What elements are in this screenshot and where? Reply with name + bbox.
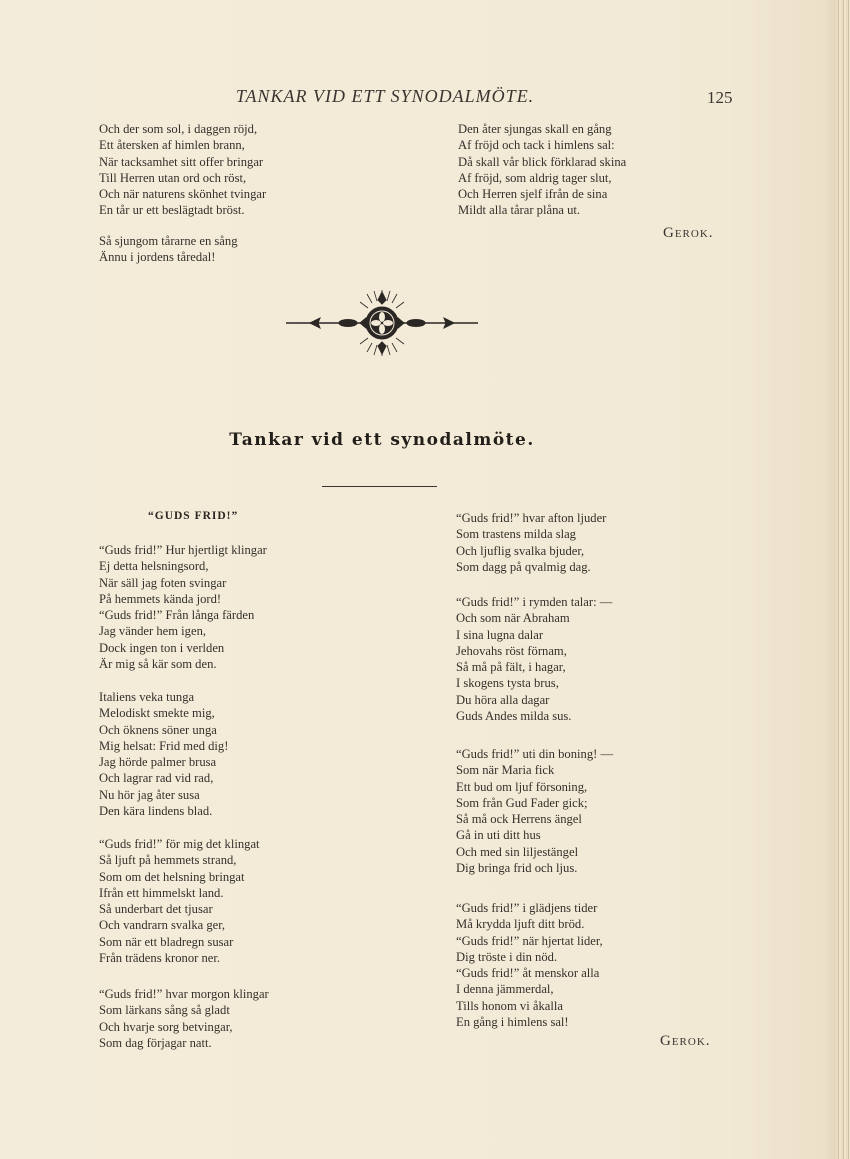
poem-line: Ifrån ett himmelskt land. — [99, 885, 224, 900]
poem-line: Så må på fält, i hagar, — [456, 660, 566, 675]
poem-line: Så underbart det tjusar — [99, 902, 213, 917]
poem-line: Dock ingen ton i verlden — [99, 640, 225, 655]
poem-line: “Guds frid!” i rymden talar: — — [456, 595, 613, 609]
poem-line: Ett återsken af himlen brann, — [99, 138, 245, 153]
poem-line: Melodiskt smekte mig, — [99, 706, 215, 721]
poem-line: “Guds frid!” uti din boning! — — [456, 747, 614, 761]
poem-line: Guds Andes milda sus. — [456, 709, 572, 724]
poem-line: Mildt alla tårar plåna ut. — [458, 203, 581, 218]
title-rule — [322, 486, 437, 487]
poem-line: Gå in uti ditt hus — [456, 828, 541, 843]
poem-line: Som trastens milda slag — [456, 527, 576, 542]
poem-line: Den kära lindens blad. — [99, 804, 213, 819]
poem-line: Till Herren utan ord och röst, — [99, 170, 247, 185]
poem-subheading: “GUDS FRID!” — [148, 510, 239, 522]
poem-line: Italiens veka tunga — [99, 690, 195, 704]
poem-line: Som när Maria fick — [456, 763, 555, 778]
left-stanza-1 — [99, 542, 267, 672]
running-title: TANKAR VID ETT SYNODALMÖTE. — [235, 86, 535, 106]
poem-line: I denna jämmerdal, — [456, 982, 554, 997]
poem-line: Ännu i jordens tåredal! — [99, 250, 216, 265]
poem-line: Jehovahs röst förnam, — [456, 643, 567, 658]
poem-line: Ett bud om ljuf försoning, — [456, 779, 588, 794]
poem-line: Mig helsat: Frid med dig! — [99, 738, 229, 753]
poem-line: I sina lugna dalar — [456, 627, 544, 642]
poem-line: Jag vänder hem igen, — [99, 624, 207, 639]
poem-line: Så sjungom tårarne en sång — [99, 234, 238, 248]
poem-line: “Guds frid!” hvar morgon klingar — [99, 987, 269, 1001]
page-edge — [836, 0, 850, 1159]
poem-line: Dig bringa frid och ljus. — [456, 861, 578, 876]
poem-line: “Guds frid!” Hur hjertligt klingar — [99, 543, 267, 557]
poem-line: Af fröjd, som aldrig tager slut, — [458, 170, 612, 185]
prev-left-stanza-1 — [99, 121, 266, 219]
poem-line: En tår ur ett beslägtadt bröst. — [99, 203, 245, 218]
right-stanza-4 — [456, 900, 603, 1030]
poem-line: “Guds frid!” i glädjens tider — [456, 901, 598, 915]
poem-line: Ej detta helsningsord, — [99, 559, 209, 574]
left-stanza-4 — [99, 986, 269, 1051]
poem-line: Och Herren sjelf ifrån de sina — [458, 187, 608, 202]
poem-line: Då skall vår blick förklarad skina — [458, 154, 627, 169]
poem-line: Som från Gud Fader gick; — [456, 795, 588, 810]
poem-line: Är mig så kär som den. — [99, 657, 217, 672]
poem-line: “Guds frid!” hvar afton ljuder — [456, 511, 607, 525]
poem-line: “Guds frid!” Från långa färden — [99, 608, 255, 623]
poem-line: Så ljuft på hemmets strand, — [99, 853, 237, 868]
right-stanza-2 — [456, 594, 612, 724]
poem-signature: Gerok. — [660, 1033, 711, 1049]
poem-line: Dig tröste i din nöd. — [456, 949, 558, 964]
poem-line: Och med sin liljestängel — [456, 844, 579, 859]
poem-line: “Guds frid!” åt menskor alla — [456, 966, 600, 981]
poem-line: När tacksamhet sitt offer bringar — [99, 154, 264, 169]
poem-line: “Guds frid!” när hjertat lider, — [456, 933, 603, 948]
poem-line: Och der som sol, i daggen röjd, — [99, 122, 258, 136]
poem-line: “Guds frid!” för mig det klingat — [99, 837, 260, 851]
right-stanza-3 — [456, 746, 613, 876]
poem-line: På hemmets kända jord! — [99, 591, 222, 606]
poem-line: Så må ock Herrens ängel — [456, 812, 582, 827]
poem-line: Som om det helsning bringat — [99, 869, 245, 884]
poem-line: Nu hör jag åter susa — [99, 787, 200, 802]
poem-line: Den åter sjungas skall en gång — [458, 122, 612, 136]
poem-line: Som dagg på qvalmig dag. — [456, 559, 591, 574]
left-stanza-2 — [99, 689, 228, 819]
poem-line: Och öknens söner unga — [99, 722, 217, 737]
poem-line: Af fröjd och tack i himlens sal: — [458, 138, 615, 153]
poem-line: Och när naturens skönhet tvingar — [99, 187, 267, 202]
prev-signature: Gerok. — [663, 225, 714, 241]
poem-title: Tankar vid ett synodalmöte. — [229, 430, 535, 450]
poem-line: Tills honom vi åkalla — [456, 998, 563, 1013]
poem-line: Du höra alla dagar — [456, 692, 550, 707]
page-number: 125 — [707, 88, 733, 107]
poem-line: Jag hörde palmer brusa — [99, 755, 217, 770]
poem-line: Från trädens kronor ner. — [99, 951, 221, 966]
poem-line: Som lärkans sång så gladt — [99, 1003, 230, 1018]
prev-left-stanza-2 — [99, 233, 238, 266]
poem-line: Och vandrarn svalka ger, — [99, 918, 226, 933]
poem-line: En gång i himlens sal! — [456, 1015, 569, 1030]
poem-line: Som dag förjagar natt. — [99, 1035, 212, 1050]
right-stanza-1 — [456, 510, 606, 575]
poem-line: Och lagrar rad vid rad, — [99, 771, 214, 786]
left-stanza-3 — [99, 836, 260, 966]
ornament-divider-icon — [282, 288, 482, 358]
poem-line: Som när ett bladregn susar — [99, 934, 234, 949]
poem-line: När säll jag foten svingar — [99, 575, 227, 590]
prev-right-stanza-1 — [458, 121, 626, 219]
poem-line: I skogens tysta brus, — [456, 676, 559, 691]
poem-line: Och hvarje sorg betvingar, — [99, 1019, 233, 1034]
poem-line: Må krydda ljuft ditt bröd. — [456, 917, 585, 932]
poem-line: Och som när Abraham — [456, 611, 570, 626]
poem-line: Och ljuflig svalka bjuder, — [456, 543, 585, 558]
